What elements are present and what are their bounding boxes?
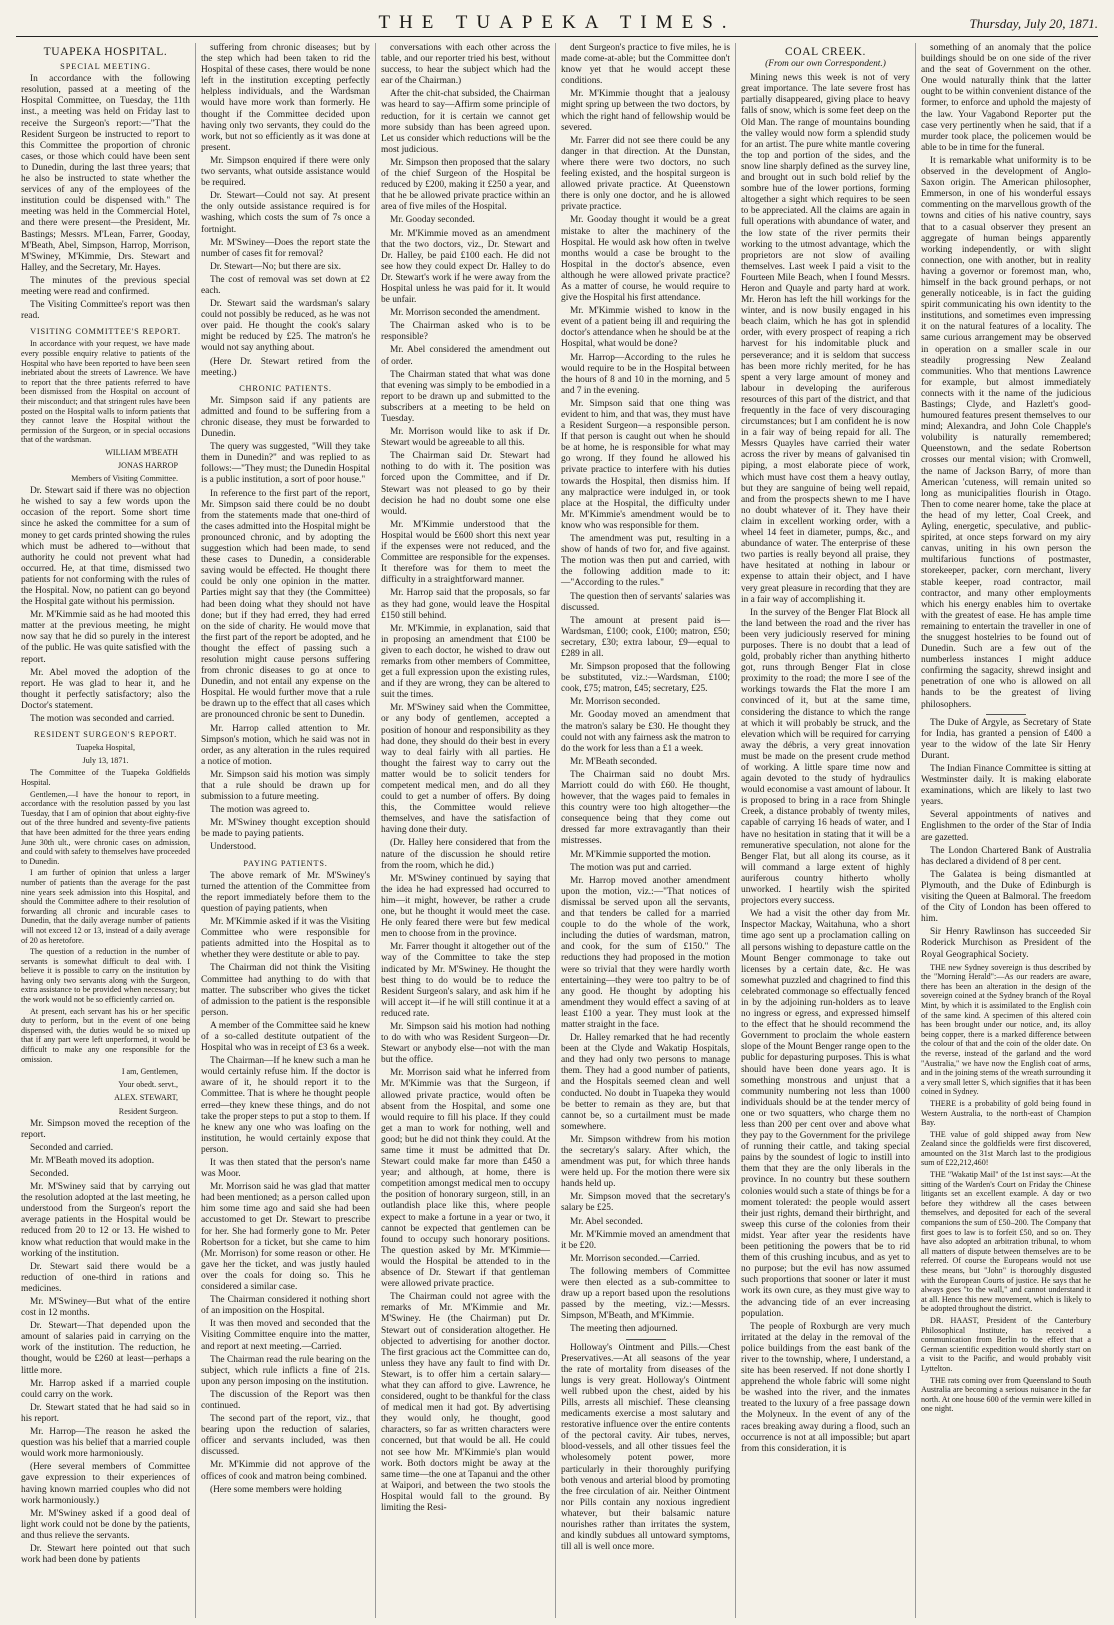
paragraph: The following members of Committee were then elected as a sub-committee to draw up a report based upon the resolutions passed by the meeting, viz.:—Messrs. Simpson, M'Beath, and M'Kimmie. <box>561 1266 730 1322</box>
paragraph: The Chairman asked who is to be responsible? <box>381 321 550 343</box>
paragraph: The Chairman read the rule bearing on the subject, which rule inflicts a fine of 21s. upon any person imposing on the institution. <box>201 1354 370 1387</box>
paragraph: Dr. Stewart said there would be a reduction of one-third in rations and medicines. <box>21 1261 190 1294</box>
column-rule <box>986 714 1026 715</box>
paragraph: It is remarkable what uniformity is to be observed in the development of Anglo-Saxon origin. The American philosopher, Emmerson, in one of his wonderful essays commenting on the marvellous growth of the towns and cities of his native country, says that to a casual observer they present an aggregate of human beings apparently working independently, or with slight connection, one with another, but in reality having a governor or foremost man, who, himself in the back ground perhaps, or not generally noticeable, is in fact the guiding spirit communicating his own identity to the institutions, and sometimes even impressing it on the natural features of a locality. The same curious arrangement may be observed in operation on a smaller scale in our steadily progressing New Zealand communities. Who that mentions Lawrence for example, but almost immediately connects with it the name of the judicious Bastings; Clyde, and Hazlett's good-humoured features present themselves to our mind; Alexandra, and John Cole Chapple's volubility is naturally remembered; Queenstown, and the sedate Robertson crosses our mental vision; with Cromwell, the name of Jackson Barry, of more than American 'cuteness, will remain united so long as municipalities flourish in Otago. Then to come nearer home, take the place at the head of my letter, Coal Creek, and Ayling, energetic, speculative, and public-spirited, at once steps forward on my airy canvas, uniting in his own person the multifarious functions of postmaster, storekeeper, packer, corn merchant, livery stable keeper, road contractor, mail contractor, and many other employments which his energy enables him to overtake with the greatest of ease. He has ample time remaining to entertain the traveller in one of the snuggest hostelries to be found out of Dunedin. Such are a few out of the numberless instances I might adduce confirming the sagacity, shrewd insight and penetration of one who is allowed on all hands to be the greatest of living philosophers. <box>921 155 1091 710</box>
paragraph: Mr. Simpson said that one thing was evident to him, and that was, they must have a Resident Surgeon—a responsible person. If that person is caught out when he should be at home, he is responsible for what may go wrong. If they found he allowed his private practice to interfere with his duties towards the Hospital, then dismiss him. If any malpractice were indulged in, or took place at the Hospital, the difficulty under Mr. M'Kimmie's amendment would be to know who was responsible for them. <box>561 398 730 531</box>
small-paragraph: In accordance with your request, we have made every possible enquiry relative to patients of the Hospital who have been reported to have been seen inebriated about the streets of Lawrence. We have to report that the three patients referred to have been dismissed from the Hospital on account of their misconduct; and that stringent rules have been posted on the Hospital walls to inform patients that they cannot leave the Hospital without the permission of the Surgeon, or in special occasions that of the wardsman. <box>21 339 190 445</box>
paragraph: Mr. Simpson proposed that the following be substituted, viz.:—Wardsman, £100; cook, £75; matron, £45; secretary, £25. <box>561 662 730 695</box>
paragraph: The Chairman said no doubt Mrs. Marriott could do with £60. He thought, however, that the wages paid to females in this country were too high altogether—the consequence being that they come out dressed far more extravagantly than their mistresses. <box>561 769 730 847</box>
paragraph: Mr. M'Swiney continued by saying that the idea he had expressed had occurred to him—it might, however, be rather a crude one, but he thought it would meet the case. He only feared there were but few medical men to choose from in the province. <box>381 873 550 940</box>
paragraph: Mr. Morrison said what he inferred from Mr. M'Kimmie was that the Surgeon, if allowed private practice, would often be absent from the Hospital, and some one would require to fill his place. If they could get a man to work for nothing, well and good; but he did not think they could. At the same time it must be admitted that Dr. Stewart could make far more than £450 a year; and although, at home, there is competition amongst medical men to occupy the position of honorary surgeon, still, in an outlandish place like this, where people expect to make a fortune in a year or two, it cannot be expected that gentlemen can be found to occupy such honorary positions. The question asked by Mr. M'Kimmie—would the Hospital be attended to in the absence of Dr. Stewart if that gentleman were allowed private practice. <box>381 1068 550 1290</box>
paragraph: dent Surgeon's practice to five miles, he is made come-at-able; but the Committee don't know yet that he would accept these conditions. <box>561 43 730 87</box>
signature-line: ALEX. STEWART, <box>114 1093 178 1103</box>
paragraph: The query was suggested, "Will they take them in Dunedin?" and was replied to as follows:—"They must; the Dunedin Hospital is a public institution, a sort of poor house." <box>201 442 370 486</box>
paragraph: Mr. Simpson moved that the secretary's salary be £25. <box>561 1192 730 1214</box>
small-paragraph: THERE is a probability of gold being found in Western Australia, to the north-east of Champion Bay. <box>921 1098 1091 1128</box>
paragraph: The Chairman considered it nothing short of an imposition on the Hospital. <box>201 1295 370 1317</box>
paragraph: Sir Henry Rawlinson has succeeded Sir Roderick Murchison as President of the Royal Geographical Society. <box>921 927 1091 960</box>
paragraph: It was then stated that the person's name was Moor. <box>201 1158 370 1180</box>
paragraph: After the chit-chat subsided, the Chairman was heard to say—Affirm some principle of reduction, for it is certain we cannot get more subsidy than has been agreed upon. Let us consider which reductions will be the most judicious. <box>381 89 550 155</box>
paragraph: Mr. Farrer thought it altogether out of the way of the Committee to take the step indicated by Mr. M'Swiney. He thought the best thing to do would be to reduce the Resident Surgeon's salary, and ask him if he will accept it—if he will still continue it at a reduced rate. <box>381 942 550 1019</box>
paragraph: The Chairman—If he knew such a man he would certainly refuse him. If the doctor is aware of it, he should report it to the Committee. That is where he thought people erred—they knew these things, and do not take the proper steps to put a stop to them. If he knew any one who was loafing on the institution, he would certainly expose that person. <box>201 1056 370 1155</box>
small-paragraph: THE new Sydney sovereign is thus described by the "Morning Herald":—As our readers are aware, there has been an alteration in the design of the sovereign coined at the Sydney branch of the Royal Mint, by which it is assimilated to the English coin of the same kind. A specimen of this altered coin has been brought under our notice, and, its alloy being copper, there is a marked difference between the colour of that and the coin of the older date. On the reverse, instead of the garland and the word "Australia," we have now the English coat of arms, and in the joining stems of the wreath surrounding it a very small letter S, which signifies that it has been coined in Sydney. <box>921 962 1091 1097</box>
column-4 <box>556 43 736 1618</box>
small-paragraph: I am further of opinion that unless a larger number of patients than the average for the past nine years seek admission into this Hospital, and should the Committee adhere to their resolution of forwarding all chronic and incurable cases to Dunedin, that the daily average number of patients will not exceed 12 or 13, instead of a daily average of 20 as heretofore. <box>21 868 190 945</box>
paragraph: Mr. M'Kimmie thought that a jealousy might spring up between the two doctors, by which the right hand of fellowship would be severed. <box>561 89 730 133</box>
paragraph: Mr. Harrop said that the proposals, so far as they had gone, would leave the Hospital £150 still behind. <box>381 588 550 621</box>
paragraph: Mr. M'Beath moved its adoption. <box>30 1155 155 1166</box>
paragraph: Dr. Stewart said the wardsman's salary could not possibly be reduced, as he was not over paid. He thought the cook's salary might be reduced by £25. The matron's he would not say anything about. <box>201 299 370 354</box>
small-paragraph: Gentlemen,—I have the honour to report, in accordance with the resolution passed by you last Tuesday, that I am of opinion that about eighty-five out of the three hundred and seventy-five patients that have been admitted for the three years ending June 30th ult., were chronic cases on admission, and could with safety to themselves have proceeded to Dunedin. <box>21 789 190 866</box>
paragraph: The cost of removal was set down at £2 each. <box>201 274 370 296</box>
paragraph: Mr. Gooday moved an amendment that the matron's salary be £30. He thought they could not with any fairness ask the matron to do the work for less than a £1 a week. <box>561 710 730 754</box>
paragraph: Mr. M'Swiney thought exception should be made to paying patients. <box>201 818 370 840</box>
paragraph: Mr. Gooday thought it would be a great mistake to alter the machinery of the Hospital. He would ask how often in twelve months would a case be brought to the Hospital in the doctor's absence, even although he were allowed private practice? As a matter of course, he would require to give the Hospital his first attendance. <box>561 215 730 304</box>
article-headline: TUAPEKA HOSPITAL. <box>43 46 168 58</box>
paragraph: We had a visit the other day from Mr. Inspector Mackay, Waitahuna, who a short time ago sent up a proclamation calling on all persons wishing to depasture cattle on the Mount Benger commonage to take out licenses by a certain date, &c. He was somewhat puzzled and chagrined to find this celebrated commonage so effectually fenced in by the adjoining run-holders as to leave no ingress or egress, and expressed himself to the effect that he should recommend the Government to proclaim the whole eastern slope of the Mount Benger range open to the public for depasturing purposes. This is what should have been done years ago. It is something monstrous and unjust that a community numbering not less than 1000 individuals should be at the tender mercy of one or two squatters, who charge them no less than 200 per cent over and above what they pay to the Government for the privilege of running their cattle, and taking special pains by the soundest of logic to instill into them that they are the only liberals in the province. In no country but these southern colonies would such a state of things be for a moment tolerated: the people would assert their just rights, demand their birthright, and sweep this curse of the colonies from their midst. Year after year the residents have been petitioning the powers that be to rid them of this crushing incubus, and as yet to no purpose; but the evil has now assumed such proportions that sooner or later it must work its own cure, as they must give way to the advancing tide of an ever increasing population. <box>741 909 910 1319</box>
paragraph: The Indian Finance Committee is sitting at Westminster daily. It is making elaborate examinations, which are likely to last two years. <box>921 764 1091 808</box>
paragraph: Mr. Morrison seconded the amendment. <box>390 308 540 319</box>
paragraph: Mr. Abel considered the amendment out of order. <box>381 345 550 367</box>
paragraph: Mr. Abel seconded. <box>570 1216 643 1227</box>
small-paragraph: DR. HAAST, President of the Canterbury Philosophical Institute, has received a communication from Berlin to the effect that a German scientific expedition would shortly start on a visit to the Pacific, and would probably visit Lyttelton. <box>921 1315 1091 1373</box>
byline: (From our own Correspondent.) <box>765 59 886 70</box>
column-3 <box>376 43 556 1618</box>
centered-line: Tuapeka Hospital, <box>75 743 136 753</box>
paragraph: Mr. M'Kimmie understood that the Hospital would be £600 short this next year if the expenses were not reduced, and the Committee are responsible for the expenses. It therefore was for them to meet the difficulty in a straightforward manner. <box>381 519 550 586</box>
paragraph: Several appointments of natives and Englishmen to the order of the Star of India are gazetted. <box>921 810 1091 843</box>
signature-line: Your obedt. servt., <box>118 1080 178 1090</box>
paragraph: suffering from chronic diseases; but by the step which had been taken to rid the Hospital of these cases, there would be none left in the institution excepting perfectly helpless individuals, and the Wardsman would have more work than formerly. He thought if the Committee decided upon having only two servants, they could do the work, but not so efficiently as it was done at present. <box>201 43 370 153</box>
paragraph: (Here several members of Committee gave expression to their experiences of having known married couples who did not work harmoniously.) <box>21 1462 190 1506</box>
small-paragraph: THE value of gold shipped away from New Zealand since the goldfields were first discovered, amounted on the 31st March last to the prodigious sum of £22,212,460! <box>921 1129 1091 1168</box>
paragraph: Mr. M'Kimmie supported the motion. <box>570 849 711 860</box>
paragraph: Mr. Harrop asked if a married couple could carry on the work. <box>21 1378 190 1400</box>
signature-line: WILLIAM M'BEATH <box>105 447 178 457</box>
small-paragraph: The question of a reduction in the number of servants is somewhat difficult to deal with. I believe it is possible to carry on the institution by having only two servants along with the Surgeon, extra assistance to be provided when necessary; but the work would not be so efficiently carried on. <box>21 947 190 1005</box>
paragraph: The Chairman could not agree with the remarks of Mr. M'Kimmie and Mr. M'Swiney. He (the Chairman) put Dr. Stewart out of consideration altogether. He objected to advertising for another doctor. The first gracious act the Committee can do, unless they have any fault to find with Dr. Stewart, is to offer him a certain salary—what they can afford to give. Lawrence, he considered, ought to be thankful for the class of medical men it had got. By advertising they would only, he thought, good characters, so far as written characters were concerned, but that would be all. He could not see how Mr. M'Kimmie's plan would work. Both doctors might be away at the same time—the one at Tapanui and the other at Waipori, and between the two stools the Hospital would fall to the ground. By limiting the Resi- <box>381 1292 550 1513</box>
paragraph: Dr. Halley remarked that he had recently been at the Clyde and Wakatip Hospitals, and they had only two persons to manage them. They had a good number of patients, and the Hospitals seemed clean and well conducted. No doubt in Tuapeka they would be better to remain as they are, but that cannot be, so a curtailment must be made somewhere. <box>561 1033 730 1132</box>
paragraph: Mr. M'Swiney said when the Committee, or any body of gentlemen, accepted a position of honour and responsibility as they had done, they should do their best in every way to deal fairly with all parties. He thought the fairest way to carry out the matter would be to solicit tenders for competent medical men, and do all they could to get a number of offers. By doing this, the Committee would relieve themselves, and have the satisfaction of having done their duty. <box>381 703 550 836</box>
paragraph: The motion was put and carried. <box>570 862 692 873</box>
paragraph: The second part of the report, viz., that bearing upon the reduction of salaries, officer and servants included, was then discussed. <box>201 1414 370 1458</box>
paragraph: something of an anomaly that the police buildings should be on one side of the river and the seat of Government on the other. One would naturally think that the latter ought to be within convenient distance of the former, to enforce and uphold the majesty of the law. Your Vagabond Reporter put the case very pertinently when he said, that if a murder took place, the policemen would be able to be in time for the funeral. <box>921 43 1091 153</box>
column-rule <box>626 1339 666 1340</box>
paragraph: The Visiting Committee's report was then read. <box>21 300 190 322</box>
paragraph: Dr. Stewart said if there was no objection he wished to say a few words upon the occasion of the report. Some short time since he asked the committee for a sum of money to get cards printed showing the rules which must be adhered to—without that authority he could not prevent what had occurred. He, at that time, dismissed two patients for not conforming with the rules of the Hospital. Now, no patient can go beyond the Hospital gate without his permission. <box>21 486 190 608</box>
paragraph: A member of the Committee said he knew of a so-called destitute outpatient of the Hospital who was in receipt of £3 6s a week. <box>201 1020 370 1054</box>
paragraph: Mr. M'Swiney—Does the report state the number of cases fit for removal? <box>201 237 370 259</box>
paragraph: In the survey of the Benger Flat Block all the land between the road and the river has been very judiciously reserved for mining purposes. There is no doubt that a lead of gold, probably richer than anything hitherto got, runs through Benger Flat in close proximity to the road; the more I see of the workings towards the Flat the more I am convinced of it, but at the same time, considering the distance to which the range at which it will probably be struck, and the elevation which will be required for carrying away the débris, a very great innovation must be made on the present crude method of working. A little spare time now and again devoted to the study of hydraulics would economise a vast amount of labour. It is proposed to bring in a race from Shingle Creek, a distance probably of twenty miles, capable of carrying 16 heads of water, and I have no hesitation in stating that it will be a remunerative speculation, not alone for the Benger Flat, but all along its course, as it will command a large extent of highly auriferous country hitherto wholly unworked. I heartily wish the spirited projectors every success. <box>741 607 910 907</box>
small-paragraph: THE rats coming over from Queensland to South Australia are becoming a serious nuisance in the far north. At one house 600 of the vermin were killed in one night. <box>921 1375 1091 1414</box>
paragraph: Mr. M'Kimmie, in explanation, said that in proposing an amendment that £100 be given to each doctor, he wished to draw out remarks from other members of Committee, get a full expression upon the existing rules, and if they are wrong, they can be altered to suit the times. <box>381 623 550 701</box>
section-heading: PAYING PATIENTS. <box>243 858 328 868</box>
paragraph: Mr. Gooday seconded. <box>390 215 475 226</box>
paragraph: It was then moved and seconded that the Visiting Committee enquire into the matter, and report at next meeting.—Carried. <box>201 1319 370 1352</box>
article-subhead: SPECIAL MEETING. <box>60 62 151 72</box>
paragraph: In reference to the first part of the report, Mr. Simpson said there could be no doubt from the statements made that one-third of the cases admitted into the Hospital might be pronounced chronic, and by adopting the suggestion which had been made, to send these cases to Dunedin, a considerable saving would be effected. He thought there could be only one opinion in the matter. Parties might say that they (the Committee) had been doing what they should not have done; but if they had erred, they had erred on the side of charity. He would move that the first part of the report be adopted, and he thought the effect of passing such a resolution might cause persons suffering from chronic diseases to go at once to Dunedin, and not entail any expense on the Hospital. He would further move that a rule be drawn up to the effect that all cases which are pronounced chronic be sent to Dunedin. <box>201 488 370 721</box>
paragraph: The people of Roxburgh are very much irritated at the delay in the removal of the police buildings from the east bank of the river to the township, where, I understand, a site has been reserved. If not done shortly I apprehend the whole fabric will some night be washed into the river, and the inmates treated to the luxury of a free passage down the Molyneux. In the event of any of the races breaking away during a flood, such an occurrence is not at all impossible; but apart from this consideration, it is <box>741 1321 910 1454</box>
paragraph: Mr. M'Beath seconded. <box>570 756 658 767</box>
article-headline: COAL CREEK. <box>785 46 866 58</box>
paragraph: The discussion of the Report was then continued. <box>201 1389 370 1411</box>
paragraph: Mr. Morrison seconded.—Carried. <box>570 1253 700 1264</box>
paragraph: Mr. Simpson moved the reception of the report. <box>21 1118 190 1140</box>
paragraph: The minutes of the previous special meeting were read and confirmed. <box>21 275 190 297</box>
section-heading: VISITING COMMITTEE'S REPORT. <box>30 327 181 337</box>
article-columns <box>16 43 1098 1618</box>
paragraph: Mr. M'Swiney—But what of the entire cost in 12 months. <box>21 1297 190 1319</box>
paragraph: Mr. Simpson said his motion was simply that a rule should be drawn up for submission to a future meeting. <box>201 769 370 803</box>
paragraph: (Dr. Halley here considered that from the nature of the discussion he should retire from the room, which he did.) <box>381 838 550 871</box>
paragraph: Mr. M'Kimmie said as he had mooted this matter at the previous meeting, he might now say that he did so purely in the interest of the public. He was quite satisfied with the report. <box>21 610 190 665</box>
paragraph: The amendment was put, resulting in a show of hands of two for, and five against. The motion was then put and carried, with the following addition made to it:—"According to the rules." <box>561 534 730 589</box>
paragraph: The Chairman did not think the Visiting Committee had anything to do with that matter. The subscriber who gives the ticket of admission to the patient is the responsible person. <box>201 963 370 1018</box>
paragraph: Mr. Simpson then proposed that the salary of the chief Surgeon of the Hospital be reduced by £200, making it £250 a year, and that he be allowed private practice within an area of five miles of the Hospital. <box>381 157 550 213</box>
section-heading: CHRONIC PATIENTS. <box>239 383 332 393</box>
paragraph: Mr. Morrison said he was glad that matter had been mentioned; as a person called upon him some time ago and said she had been accustomed to get Dr. Stewart to prescribe for her. She had formerly gone to Mr. Peter Robertson for a ticket, but she came to him (Mr. Morrison) for some reason or other. He gave her the ticket, and was justly hauled over the coals for doing so. This he considered a similar case. <box>201 1182 370 1293</box>
paragraph: (Here some members were holding <box>210 1484 342 1495</box>
paragraph: Dr. Stewart here pointed out that such work had been done by patients <box>21 1543 190 1566</box>
paragraph: Mr. Simpson withdrew from his motion the secretary's salary. After which, the amendment was put, for which three hands were held up. For the motion there were six hands held up. <box>561 1134 730 1190</box>
centered-line: July 13, 1871. <box>82 756 129 766</box>
paragraph: Seconded. <box>30 1168 69 1179</box>
paragraph: Mr. Morrison seconded. <box>570 697 661 708</box>
paragraph: Understood. <box>210 842 257 853</box>
signature-line: Members of Visiting Committee. <box>71 474 178 484</box>
paragraph: The amount at present paid is—Wardsman, £100; cook, £100; matron, £50; secretary, £30; extra labour, £9—equal to £289 in all. <box>561 615 730 659</box>
signature-line: Resident Surgeon. <box>118 1106 178 1116</box>
paragraph: Mr. Harrop called attention to Mr. Simpson's motion, which he said was not in order, as any alteration in the rules required a notice of motion. <box>201 723 370 767</box>
paragraph: The Duke of Argyle, as Secretary of State for India, has granted a pension of £400 a year to the widow of the late Sir Henry Durant. <box>921 717 1091 761</box>
signature-line: I am, Gentlemen, <box>121 1067 178 1077</box>
issue-date: Thursday, July 20, 1871. <box>969 16 1098 31</box>
paragraph: Dr. Stewart—No; but there are six. <box>210 261 341 272</box>
paragraph: The above remark of Mr. M'Swiney's turned the attention of the Committee from the report immediately before them to the question of paying patients, when <box>201 870 370 914</box>
paragraph: The motion was seconded and carried. <box>30 714 175 725</box>
paragraph: Mr. Harrop moved another amendment upon the motion, viz.:—"That notices of dismissal be served upon all the servants, and that tenders be called for a married couple to do the whole of the work, including the duties of wardsman, matron, and cook, for the sum of £150." The reductions they had proposed in the motion were so trivial that they were hardly worth entertaining—they were too paltry to be of any good. He thought by adopting his amendment they would effect a saving of at least £100 a year. They must look at the matter straight in the face. <box>561 875 730 1030</box>
paragraph: Mr. M'Swiney asked if a good deal of light work could not be done by the patients, and thus relieve the servants. <box>21 1508 190 1541</box>
paragraph: Mr. M'Kimmie wished to know in the event of a patient being ill and requiring the doctor's attendance when he should be at the Hospital, what would be done? <box>561 306 730 350</box>
newspaper-title: THE TUAPEKA TIMES. <box>378 12 736 33</box>
paragraph: Mr. Simpson said his motion had nothing to do with who was Resident Surgeon—Dr. Stewart or anybody else—not with the man but the office. <box>381 1021 550 1066</box>
paragraph: conversations with each other across the table, and our reporter tried his best, without success, to hear the subject which had the ear of the Chairman.) <box>381 43 550 87</box>
column-2 <box>196 43 376 1618</box>
paragraph: Mr. Simpson enquired if there were only two servants, what outside assistance would be required. <box>201 155 370 189</box>
paragraph: Mr. Harrop—According to the rules he would require to be in the Hospital between the hours of 8 and 10 in the morning, and 5 and 7 in the evening. <box>561 352 730 396</box>
paragraph: Mr. Abel moved the adoption of the report. He was glad to hear it, and he thought it perfectly satisfactory; also the Doctor's statement. <box>21 667 190 711</box>
paragraph: Dr. Stewart—That depended upon the amount of salaries paid in carrying on the work of the institution. The reduction, he thought, would be £260 at least—perhaps a little more. <box>21 1321 190 1376</box>
signature-line: JONAS HARROP <box>117 460 178 470</box>
paragraph: The Chairman said Dr. Stewart had nothing to do with it. The position was forced upon the Committee, and if Dr. Stewart was not pleased to go by their decision he had no doubt some one else would. <box>381 451 550 517</box>
small-paragraph: At present, each servant has his or her specific duty to perform, but in the event of one being dispensed with, the duties would be so mixed up that if any part were left unperformed, it would be difficult to make any one responsible for the omission. <box>21 1006 190 1064</box>
paragraph: The question then of servants' salaries was discussed. <box>561 591 730 613</box>
paragraph: Mr. M'Swiney said that by carrying out the resolution adopted at the last meeting, he understood from the Surgeon's report the average patients in the Hospital would be reduced from 20 to 12 or 13. He wished to know what reduction that would make in the working of the institution. <box>21 1182 190 1259</box>
paragraph: Dr. Stewart—Could not say. At present the only outside assistance required is for washing, which costs the sum of 7s once a fortnight. <box>201 191 370 235</box>
paragraph: The London Chartered Bank of Australia has declared a dividend of 8 per cent. <box>921 845 1091 867</box>
paragraph: The meeting then adjourned. <box>570 1324 678 1335</box>
small-paragraph: THE "Wakatip Mail" of the 1st inst says:—At the sitting of the Warden's Court on Friday the Chinese litigants set an excellent example. A day or two before they withdrew all the cases between themselves, and deposited for each of the several companions the sum of £50–200. The Company that first goes to law is to forfeit £50, and so on. They have also adopted an arbitration tribunal, to whom all matters of dispute between themselves are to be referred. Of course the Europeans would not use these means, but "John" is thoroughly disgusted with the European Courts of justice. He says that he always goes "to the wall," and cannot understand it at all. Hence this new movement, which is likely to be adopted throughout the district. <box>921 1170 1091 1314</box>
paragraph: Mr. Simpson said if any patients are admitted and found to be suffering from a chronic disease, they must be forwarded to Dunedin. <box>201 395 370 440</box>
section-heading: RESIDENT SURGEON'S REPORT. <box>34 730 177 740</box>
paragraph: Mr. M'Kimmie moved an amendment that it be £20. <box>561 1229 730 1251</box>
column-6 <box>916 43 1096 1618</box>
small-paragraph: The Committee of the Tuapeka Goldfields Hospital. <box>21 768 190 787</box>
paragraph: Holloway's Ointment and Pills.—Chest Preservatives.—At all seasons of the year the rate of mortality from diseases of the lungs is very great. Holloway's Ointment well rubbed upon the chest, aided by his Pills, arrests all mischief. These cleansing medicaments exercise a most salutary and restorative influence over the entire contents of the pectoral cavity. Air tubes, nerves, blood-vessels, and all other tissues feel the wholesomely potent power, more particularly in their thoroughly purifying both venous and arterial blood by promoting the free circulation of air. Neither Ointment nor Pills contain any noxious ingredient whatever, but their balsamic nature nourishes rather than irritates the system, and kindly subdues all untoward symptoms, till all is well once more. <box>561 1342 730 1553</box>
column-1 <box>16 43 196 1618</box>
paragraph: Mr. M'Kimmie did not approve of the offices of cook and matron being combined. <box>201 1460 370 1482</box>
paragraph: Mr. M'Kimmie moved as an amendment that the two doctors, viz., Dr. Stewart and Dr. Halley, be paid £100 each. He did not see how they could expect Dr. Halley to do Dr. Stewart's work if he were away from the Hospital unless he was paid for it. It would be unfair. <box>381 228 550 306</box>
paragraph: Mr. Morrison would like to ask if Dr. Stewart would be agreeable to all this. <box>381 427 550 449</box>
paragraph: The Galatea is being dismantled at Plymouth, and the Duke of Edinburgh is visiting the Queen at Balmoral. The freedom of the City of London has been offered to him. <box>921 869 1091 925</box>
paragraph: Mr. Farrer did not see there could be any danger in that direction. At the Dunstan, where there were two doctors, no such feeling existed, and the hospital surgeon is allowed private practice. At Queenstown there is only one doctor, and he is allowed private practice. <box>561 135 730 213</box>
paragraph: Mr. M'Kimmie asked if it was the Visiting Committee who were responsible for patients admitted into the Hospital as to whether they were destitute or able to pay. <box>201 917 370 961</box>
masthead <box>16 10 1098 37</box>
paragraph: Mining news this week is not of very great importance. The late severe frost has partially disappeared, giving place to heavy falls of snow, which is some feet deep on the Old Man. The range of mountains bounding the valley would now form a splendid study for an artist. The pure white mantle covering the top and portion of the sides, and the snow line sharply defined as the survey line, and brought out in such bold relief by the sombre hue of the lower portions, forming altogether a sight which requires to be seen to be appreciated. All the claims are again in full operations with abundance of water, and the low state of the river permits their working to the utmost advantage, which the proprietors are not slow of availing themselves. Last week I paid a visit to the Fourteen Mile Beach, when I found Messrs. Heron and Quayle and party hard at work. Mr. Heron has left the hill workings for the winter, and is now busily engaged in his beach claim, which he has got in splendid order, with every prospect of reaping a rich harvest for his indomitable pluck and perseverance; and it is seldom that success has been more richly merited, for he has spent a very large amount of money and labour in developing the auriferous resources of this part of the district, and that frequently in the face of very discouraging circumstances; but I am confident he is now in a fair way of being repaid for all. The Messrs Quayles have carried their water across the river by means of galvanised tin piping, a most elaborate piece of work, which must have cost them a heavy outlay, but they are sanguine of being well repaid, and from the prospects shewn to me I have no doubt whatever of it. They have their claim in excellent working order, with a wheel 14 feet in diameter, pumps, &c., and abundance of water. The enterprise of these two parties is really beyond all praise, they have hesitated at nothing in labour or expense to attain their object, and I have very great pleasure in recording that they are in a fair way of accomplishing it. <box>741 73 910 605</box>
paragraph: The motion was agreed to. <box>210 805 310 816</box>
paragraph: (Here Dr. Stewart retired from the meeting.) <box>201 356 370 378</box>
paragraph: In accordance with the following resolution, passed at a meeting of the Hospital Committee, on Tuesday, the 11th inst., a meeting was held on Friday last to receive the Surgeon's report:—"That the Resident Surgeon be instructed to report to this Committee the proportion of chronic cases, or those which could have been sent to Dunedin, during the last three years; that he also be instructed to state whether the services of any of the employees of the institution could be dispensed with." The meeting was held in the Commercial Hotel, and there were present—the President, Mr. Bastings; Messrs. M'Lean, Farrer, Gooday, M'Beath, Abel, Simpson, Harrop, Morrison, M'Swiney, M'Kimmie, Drs. Stewart and Halley, and the Secretary, Mr. Hayes. <box>21 74 190 273</box>
paragraph: The Chairman stated that what was done that evening was simply to be embodied in a report to be drawn up and submitted to the subscribers at a meeting to be held on Tuesday. <box>381 369 550 424</box>
paragraph: Seconded and carried. <box>30 1142 114 1153</box>
paragraph: Dr. Stewart stated that he had said so in his report. <box>21 1402 190 1424</box>
column-5 <box>736 43 916 1618</box>
paragraph: Mr. Harrop—The reason he asked the question was his belief that a married couple would work more harmoniously. <box>21 1427 190 1460</box>
